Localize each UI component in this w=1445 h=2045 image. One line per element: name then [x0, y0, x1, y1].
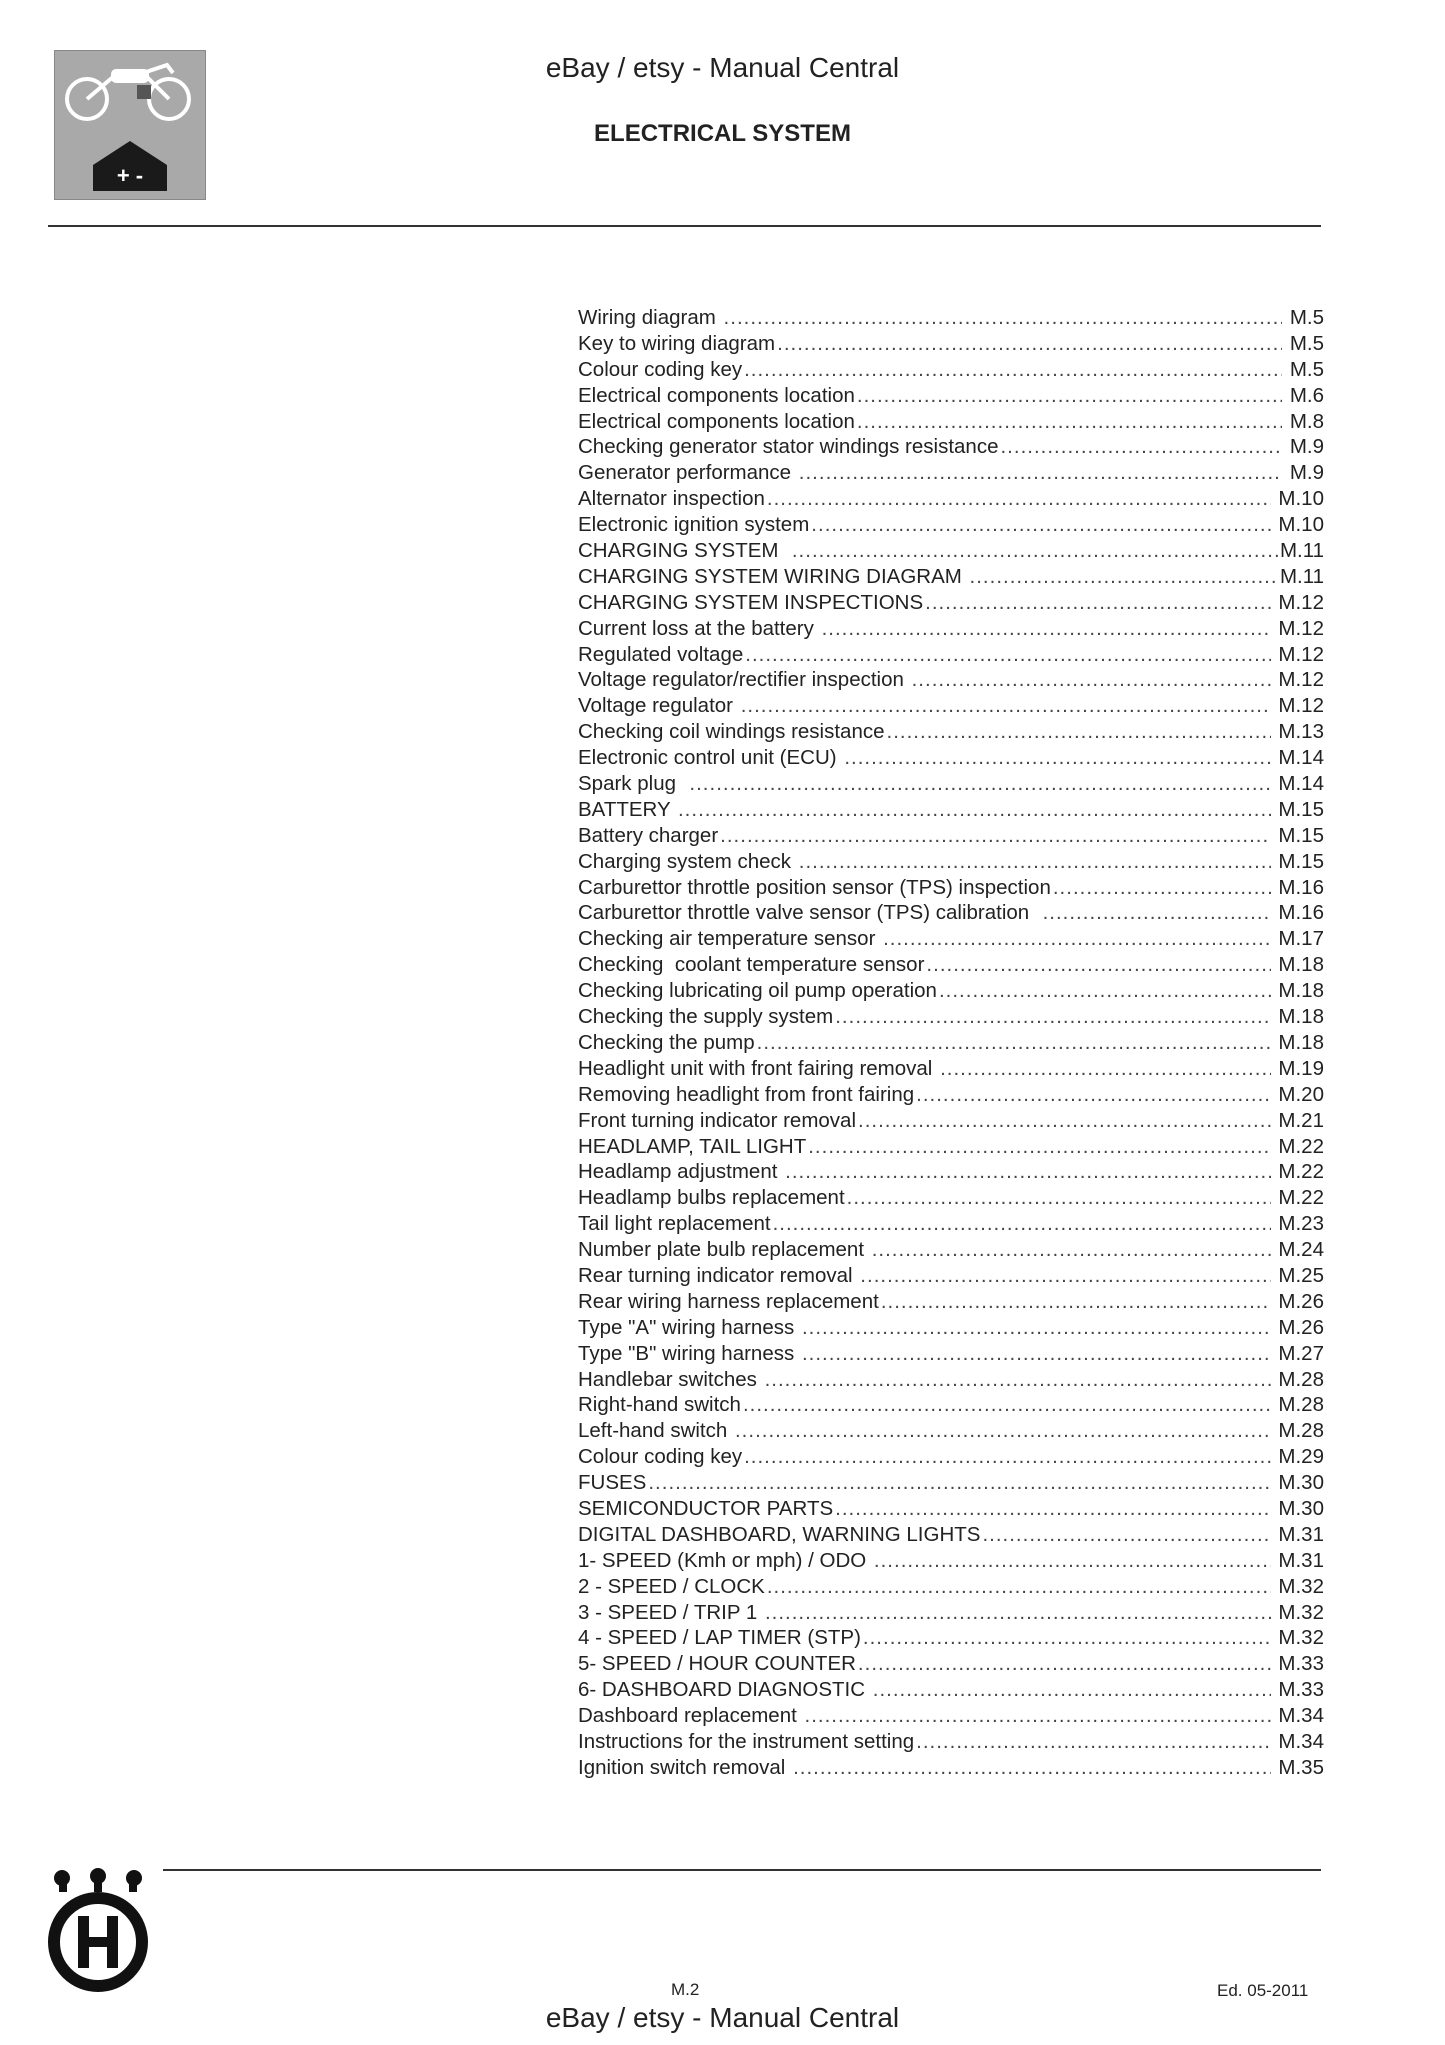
toc-entry-page: M.19 — [1272, 1056, 1324, 1080]
toc-entry — [578, 952, 1324, 978]
toc-leader-dots — [1000, 434, 1282, 460]
toc-entry — [578, 1703, 1324, 1729]
toc-entry-title: Front turning indicator removal — [578, 1108, 857, 1132]
toc-entry-page: M.31 — [1272, 1522, 1324, 1546]
toc-entry — [578, 667, 1324, 693]
toc-entry-page: M.30 — [1272, 1471, 1324, 1495]
toc-entry — [578, 1600, 1324, 1626]
toc-entry-title: Right-hand switch — [578, 1393, 741, 1417]
toc-entry-page: M.15 — [1272, 849, 1324, 873]
toc-leader-dots — [874, 1548, 1271, 1574]
toc-entry — [578, 616, 1324, 642]
toc-entry — [578, 693, 1324, 719]
toc-entry-page: M.30 — [1272, 1496, 1324, 1520]
toc-leader-dots — [847, 1185, 1271, 1211]
toc-leader-dots — [863, 1625, 1271, 1651]
toc-entry-title: Battery charger — [578, 823, 719, 847]
toc-entry — [578, 1134, 1324, 1160]
toc-entry-title: Electrical components location — [578, 409, 855, 433]
toc-entry-page: M.9 — [1284, 435, 1324, 459]
toc-entry-title: BATTERY — [578, 797, 676, 821]
toc-entry-page: M.12 — [1272, 642, 1324, 666]
toc-entry-title: Wiring diagram — [578, 306, 722, 329]
toc-entry — [578, 590, 1324, 616]
toc-leader-dots — [802, 1315, 1271, 1341]
toc-entry — [578, 1677, 1324, 1703]
battery-terminals-label: + - — [116, 163, 144, 188]
toc-leader-dots — [743, 1392, 1271, 1418]
toc-entry-title: Checking air temperature sensor — [578, 927, 882, 951]
toc-entry-page: M.5 — [1284, 331, 1324, 355]
toc-entry-page: M.22 — [1272, 1186, 1324, 1210]
toc-entry-page: M.9 — [1284, 461, 1324, 485]
toc-entry-page: M.16 — [1272, 875, 1324, 899]
toc-leader-dots — [792, 538, 1278, 564]
toc-leader-dots — [773, 1211, 1271, 1237]
toc-entry-page: M.26 — [1272, 1289, 1324, 1313]
toc-entry-title: 5- SPEED / HOUR COUNTER — [578, 1652, 856, 1676]
toc-leader-dots — [745, 642, 1270, 668]
toc-entry-title: Checking the pump — [578, 1030, 755, 1054]
toc-entry-title: SEMICONDUCTOR PARTS — [578, 1496, 834, 1520]
toc-leader-dots — [883, 926, 1271, 952]
toc-leader-dots — [1053, 875, 1271, 901]
toc-entry-page: M.20 — [1272, 1082, 1324, 1106]
toc-entry-page: M.32 — [1272, 1626, 1324, 1650]
toc-leader-dots — [873, 1677, 1271, 1703]
toc-entry — [578, 1082, 1324, 1108]
section-title: ELECTRICAL SYSTEM — [594, 120, 851, 147]
toc-entry-page: M.18 — [1272, 953, 1324, 977]
toc-entry — [578, 719, 1324, 745]
toc-entry — [578, 1185, 1324, 1211]
toc-entry — [578, 1030, 1324, 1056]
toc-entry-page: M.14 — [1272, 746, 1324, 770]
toc-entry-page: M.21 — [1272, 1108, 1324, 1132]
toc-entry — [578, 1470, 1324, 1496]
toc-entry-title: Generator performance — [578, 461, 797, 485]
toc-entry-page: M.11 — [1279, 539, 1324, 563]
toc-entry-title: Headlamp bulbs replacement — [578, 1186, 845, 1210]
toc-entry-page: M.15 — [1272, 823, 1324, 847]
toc-entry-title: 4 - SPEED / LAP TIMER (STP) — [578, 1626, 861, 1650]
toc-entry-title: Alternator inspection — [578, 487, 765, 511]
toc-entry-page: M.10 — [1272, 487, 1324, 511]
toc-entry-page: M.6 — [1284, 383, 1324, 407]
toc-entry-title: Handlebar switches — [578, 1367, 763, 1391]
toc-entry-page: M.22 — [1272, 1160, 1324, 1184]
toc-entry — [578, 1237, 1324, 1263]
toc-entry — [578, 1496, 1324, 1522]
toc-entry-page: M.31 — [1272, 1548, 1324, 1572]
toc-entry — [578, 1263, 1324, 1289]
toc-leader-dots — [835, 1004, 1270, 1030]
toc-leader-dots — [811, 512, 1270, 538]
footer-divider — [163, 1869, 1321, 1871]
toc-entry-page: M.5 — [1284, 357, 1324, 381]
toc-entry — [578, 1211, 1324, 1237]
toc-entry-title: Type "B" wiring harness — [578, 1341, 800, 1365]
toc-leader-dots — [744, 357, 1282, 383]
toc-entry-page: M.35 — [1272, 1755, 1324, 1779]
toc-entry — [578, 1004, 1324, 1030]
toc-entry — [578, 357, 1324, 383]
toc-leader-dots — [939, 978, 1271, 1004]
toc-entry-page: M.13 — [1272, 720, 1324, 744]
toc-entry-page: M.28 — [1272, 1367, 1324, 1391]
toc-leader-dots — [689, 771, 1270, 797]
toc-entry-page: M.27 — [1272, 1341, 1324, 1365]
toc-entry-title: DIGITAL DASHBOARD, WARNING LIGHTS — [578, 1522, 981, 1546]
toc-entry-page: M.17 — [1272, 927, 1324, 951]
toc-entry — [578, 1522, 1324, 1548]
toc-entry — [578, 434, 1324, 460]
toc-entry — [578, 409, 1324, 435]
toc-leader-dots — [765, 1367, 1271, 1393]
toc-entry-page: M.12 — [1272, 668, 1324, 692]
toc-entry — [578, 1367, 1324, 1393]
toc-entry-page: M.15 — [1272, 797, 1324, 821]
toc-leader-dots — [735, 1418, 1271, 1444]
toc-entry-page: M.28 — [1272, 1419, 1324, 1443]
toc-leader-dots — [970, 564, 1278, 590]
toc-entry — [578, 1444, 1324, 1470]
toc-entry — [578, 1341, 1324, 1367]
toc-leader-dots — [925, 590, 1271, 616]
toc-entry — [578, 1625, 1324, 1651]
toc-entry-title: FUSES — [578, 1471, 647, 1495]
toc-entry-title: Electronic control unit (ECU) — [578, 746, 843, 770]
toc-entry-page: M.33 — [1272, 1678, 1324, 1702]
toc-entry-title: Ignition switch removal — [578, 1755, 792, 1779]
toc-leader-dots — [982, 1522, 1270, 1548]
toc-entry — [578, 642, 1324, 668]
toc-entry — [578, 1056, 1324, 1082]
toc-entry-page: M.34 — [1272, 1729, 1324, 1753]
toc-entry-page: M.11 — [1279, 564, 1324, 588]
toc-entry-page: M.23 — [1272, 1212, 1324, 1236]
toc-entry-title: Checking coolant temperature sensor — [578, 953, 925, 977]
toc-entry — [578, 1108, 1324, 1134]
toc-entry-page: M.34 — [1272, 1704, 1324, 1728]
toc-leader-dots — [767, 486, 1271, 512]
toc-entry — [578, 486, 1324, 512]
toc-entry-page: M.32 — [1272, 1574, 1324, 1598]
edition-label: Ed. 05-2011 — [1217, 1981, 1309, 2000]
toc-leader-dots — [857, 409, 1282, 435]
toc-entry-title: Voltage regulator/rectifier inspection — [578, 668, 910, 692]
toc-entry-page: M.26 — [1272, 1315, 1324, 1339]
toc-entry-title: Checking lubricating oil pump operation — [578, 979, 937, 1003]
toc-entry-title: Carburettor throttle valve sensor (TPS) calibration — [578, 901, 1041, 925]
toc-entry-title: Colour coding key — [578, 1445, 743, 1469]
toc-entry — [578, 771, 1324, 797]
toc-entry-page: M.14 — [1272, 772, 1324, 796]
toc-entry — [578, 1418, 1324, 1444]
toc-entry-title: 6- DASHBOARD DIAGNOSTIC — [578, 1678, 871, 1702]
toc-entry-page: M.5 — [1284, 306, 1324, 329]
toc-entry — [578, 978, 1324, 1004]
toc-leader-dots — [741, 693, 1271, 719]
toc-entry-title: Spark plug — [578, 772, 688, 796]
toc-entry-title: Removing headlight from front fairing — [578, 1082, 915, 1106]
toc-entry — [578, 1289, 1324, 1315]
toc-leader-dots — [858, 1108, 1271, 1134]
toc-leader-dots — [916, 1082, 1271, 1108]
toc-leader-dots — [744, 1444, 1271, 1470]
toc-entry — [578, 1651, 1324, 1677]
toc-entry-title: Checking coil windings resistance — [578, 720, 885, 744]
toc-leader-dots — [916, 1729, 1271, 1755]
toc-entry — [578, 1392, 1324, 1418]
toc-leader-dots — [872, 1237, 1271, 1263]
toc-entry-title: Key to wiring diagram — [578, 331, 776, 355]
toc-entry — [578, 823, 1324, 849]
toc-leader-dots — [926, 952, 1270, 978]
page-header-title: eBay / etsy - Manual Central — [545, 52, 900, 83]
toc-entry — [578, 849, 1324, 875]
toc-entry-page: M.22 — [1272, 1134, 1324, 1158]
toc-entry-page: M.29 — [1272, 1445, 1324, 1469]
toc-entry — [578, 512, 1324, 538]
toc-entry-title: Instructions for the instrument setting — [578, 1729, 915, 1753]
toc-leader-dots — [785, 1159, 1271, 1185]
toc-entry-page: M.8 — [1284, 409, 1324, 433]
toc-leader-dots — [793, 1755, 1271, 1781]
footer-title: eBay / etsy - Manual Central — [545, 2002, 900, 2033]
toc-entry-title: Carburettor throttle position sensor (TPS) inspection — [578, 875, 1051, 899]
toc-entry — [578, 383, 1324, 409]
toc-entry-title: Current loss at the battery — [578, 616, 820, 640]
husqvarna-logo-icon — [46, 1868, 150, 1992]
toc-entry-title: Voltage regulator — [578, 694, 739, 718]
toc-entry-title: Type "A" wiring harness — [578, 1315, 800, 1339]
toc-entry-page: M.18 — [1272, 1005, 1324, 1029]
toc-leader-dots — [912, 667, 1271, 693]
toc-leader-dots — [835, 1496, 1271, 1522]
toc-entry-page: M.32 — [1272, 1600, 1324, 1624]
toc-entry-title: 1- SPEED (Kmh or mph) / ODO — [578, 1548, 872, 1572]
toc-entry — [578, 797, 1324, 823]
toc-leader-dots — [881, 1289, 1271, 1315]
toc-leader-dots — [860, 1263, 1270, 1289]
toc-leader-dots — [765, 1600, 1271, 1626]
toc-entry-title: 2 - SPEED / CLOCK — [578, 1574, 765, 1598]
toc-leader-dots — [720, 823, 1271, 849]
toc-leader-dots — [648, 1470, 1270, 1496]
toc-entry-page: M.18 — [1272, 1030, 1324, 1054]
toc-entry-title: Colour coding key — [578, 357, 743, 381]
toc-entry-title: Tail light replacement — [578, 1212, 771, 1236]
toc-entry-page: M.12 — [1272, 694, 1324, 718]
toc-entry-page: M.28 — [1272, 1393, 1324, 1417]
toc-entry — [578, 745, 1324, 771]
toc-entry-page: M.25 — [1272, 1263, 1324, 1287]
toc-entry — [578, 1548, 1324, 1574]
toc-entry-title: Rear wiring harness replacement — [578, 1289, 879, 1313]
toc-entry-title: Checking the supply system — [578, 1005, 834, 1029]
toc-leader-dots — [767, 1574, 1271, 1600]
toc-leader-dots — [724, 305, 1283, 331]
toc-entry — [578, 331, 1324, 357]
toc-entry-title: Charging system check — [578, 849, 797, 873]
toc-leader-dots — [757, 1030, 1271, 1056]
toc-entry-title: Electrical components location — [578, 383, 855, 407]
toc-leader-dots — [808, 1134, 1270, 1160]
toc-leader-dots — [857, 383, 1282, 409]
toc-entry-page: M.16 — [1272, 901, 1324, 925]
toc-entry — [578, 538, 1324, 564]
toc-entry-title: CHARGING SYSTEM INSPECTIONS — [578, 590, 924, 614]
toc-entry-title: Headlight unit with front fairing removal — [578, 1056, 939, 1080]
toc-leader-dots — [1043, 900, 1271, 926]
toc-entry — [578, 1159, 1324, 1185]
toc-entry — [578, 1315, 1324, 1341]
toc-entry-title: 3 - SPEED / TRIP 1 — [578, 1600, 763, 1624]
toc-entry — [578, 305, 1324, 331]
toc-leader-dots — [887, 719, 1271, 745]
toc-leader-dots — [844, 745, 1270, 771]
toc-leader-dots — [858, 1651, 1271, 1677]
toc-leader-dots — [805, 1703, 1271, 1729]
toc-leader-dots — [799, 460, 1282, 486]
toc-entry — [578, 1574, 1324, 1600]
toc-entry — [578, 460, 1324, 486]
toc-entry-page: M.10 — [1272, 513, 1324, 537]
toc-entry-title: Left-hand switch — [578, 1419, 733, 1443]
toc-entry-title: Headlamp adjustment — [578, 1160, 784, 1184]
toc-entry-title: Checking generator stator windings resistance — [578, 435, 999, 459]
toc-entry-title: Regulated voltage — [578, 642, 744, 666]
toc-entry — [578, 564, 1324, 590]
toc-leader-dots — [940, 1056, 1271, 1082]
toc-entry-title: Number plate bulb replacement — [578, 1238, 870, 1262]
toc-entry-title: HEADLAMP, TAIL LIGHT — [578, 1134, 807, 1158]
toc-leader-dots — [678, 797, 1271, 823]
toc-entry — [578, 900, 1324, 926]
toc-entry — [578, 1755, 1324, 1781]
toc-entry-title: Electronic ignition system — [578, 513, 810, 537]
toc-leader-dots — [822, 616, 1271, 642]
table-of-contents — [578, 305, 1324, 1781]
toc-entry-page: M.18 — [1272, 979, 1324, 1003]
toc-leader-dots — [799, 849, 1271, 875]
toc-entry-title: Dashboard replacement — [578, 1704, 803, 1728]
toc-entry-page: M.33 — [1272, 1652, 1324, 1676]
toc-entry-page: M.12 — [1272, 616, 1324, 640]
toc-entry-title: CHARGING SYSTEM WIRING DIAGRAM — [578, 564, 968, 588]
toc-entry-page: M.12 — [1272, 590, 1324, 614]
toc-entry-title: Rear turning indicator removal — [578, 1263, 859, 1287]
toc-leader-dots — [777, 331, 1282, 357]
toc-entry-page: M.24 — [1272, 1238, 1324, 1262]
toc-leader-dots — [802, 1341, 1271, 1367]
toc-entry-title: CHARGING SYSTEM — [578, 539, 790, 563]
page-number: M.2 — [671, 1980, 700, 1999]
toc-entry — [578, 1729, 1324, 1755]
header-divider — [48, 225, 1321, 227]
toc-entry — [578, 926, 1324, 952]
toc-entry — [578, 875, 1324, 901]
